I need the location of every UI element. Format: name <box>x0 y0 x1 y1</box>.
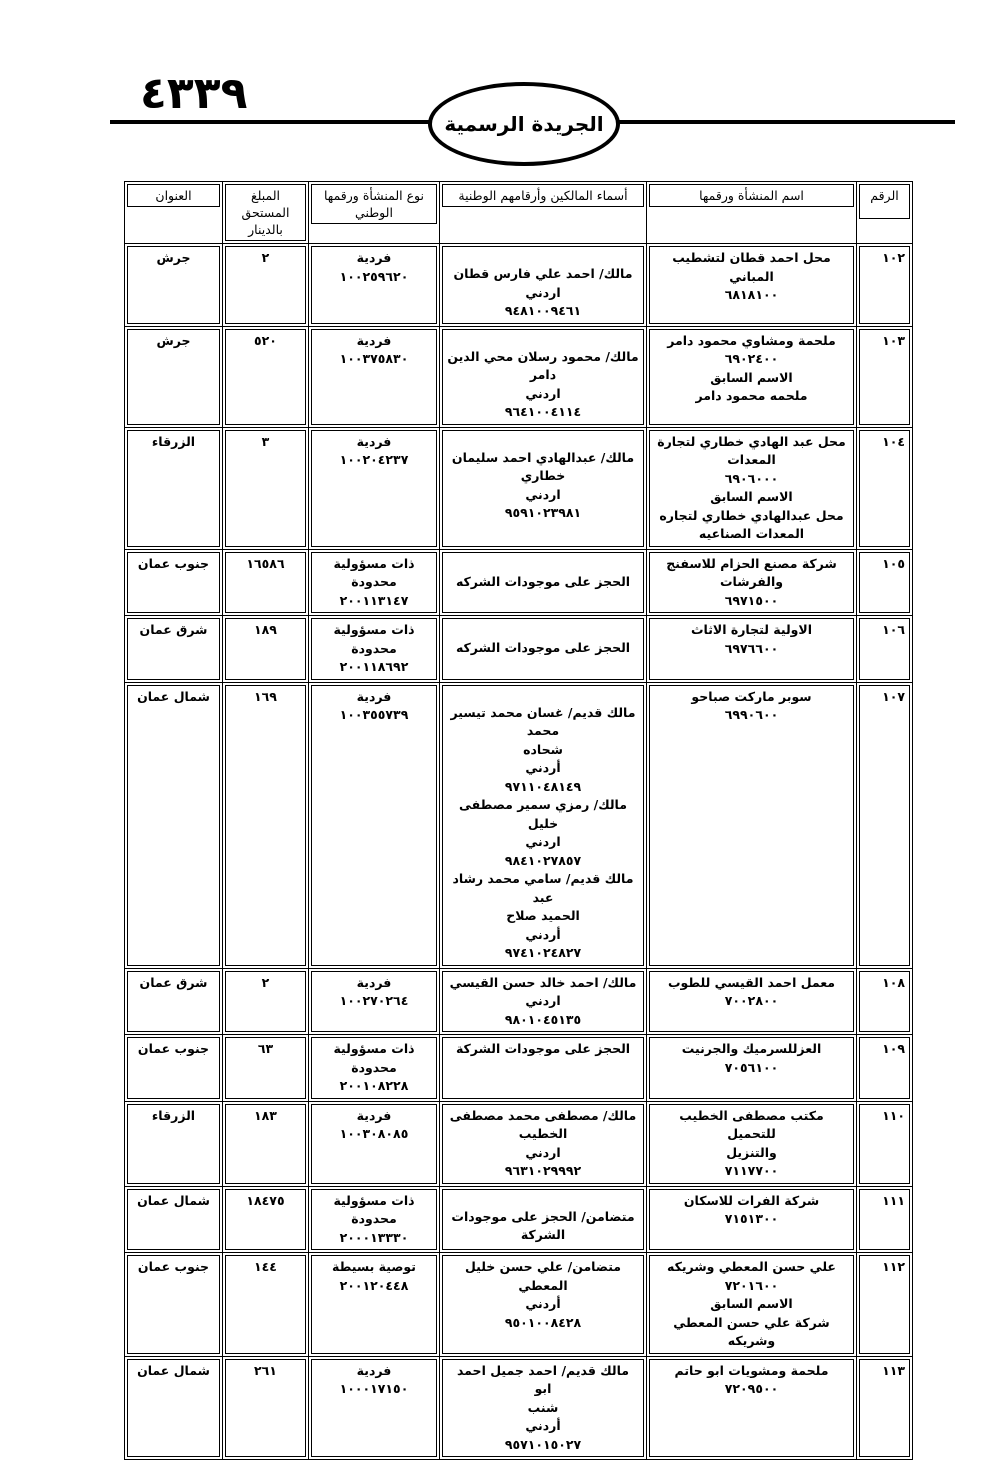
table-row <box>125 1101 913 1186</box>
table-row <box>125 326 913 427</box>
amount-due: ٣ <box>223 427 309 549</box>
address-cell: شمال عمان <box>125 1356 223 1460</box>
owners-cell: الحجز على موجودات الشركه <box>440 616 647 683</box>
table-row <box>125 244 913 327</box>
establishment-type: توصية بسيطة ٢٠٠١٢٠٤٤٨ <box>309 1253 440 1357</box>
table-row <box>125 549 913 616</box>
table-row <box>125 1253 913 1357</box>
address-cell: جرش <box>125 326 223 427</box>
establishment-type: ذات مسؤولية محدودة ٢٠٠١٠٨٢٢٨ <box>309 1035 440 1102</box>
row-number: ١١١ <box>857 1186 913 1253</box>
establishment-type: فردية ١٠٠٢٠٤٢٣٧ <box>309 427 440 549</box>
row-number: ١٠٧ <box>857 682 913 968</box>
row-number: ١٠٨ <box>857 968 913 1035</box>
establishment-name: الاولية لتجارة الاثاث ٦٩٧٦٦٠٠ <box>647 616 857 683</box>
amount-due: ٥٢٠ <box>223 326 309 427</box>
address-cell: شمال عمان <box>125 682 223 968</box>
establishment-type: فردية ١٠٠٣٠٨٠٨٥ <box>309 1101 440 1186</box>
establishment-type: فردية ١٠٠٣٥٥٧٣٩ <box>309 682 440 968</box>
owners-cell: الحجز على موجودات الشركه <box>440 549 647 616</box>
col-header-type: نوع المنشأة ورقمها الوطني <box>309 182 440 244</box>
amount-due: ٦٣ <box>223 1035 309 1102</box>
establishment-name: شركة الفرات للاسكان ٧١٥١٣٠٠ <box>647 1186 857 1253</box>
col-header-owners: أسماء المالكين وأرقامهم الوطنية <box>440 182 647 244</box>
establishment-name: سوبر ماركت صباحو ٦٩٩٠٦٠٠ <box>647 682 857 968</box>
table-row <box>125 1186 913 1253</box>
page-number: ٤٣٣٩ <box>140 68 248 119</box>
col-header-amount: المبلغ المستحق بالدينار <box>223 182 309 244</box>
establishment-name: ملحمة ومشاوي محمود دامر ٦٩٠٢٤٠٠ الاسم السابق ملحمه محمود دامر <box>647 326 857 427</box>
row-number: ١١٠ <box>857 1101 913 1186</box>
address-cell: جرش <box>125 244 223 327</box>
row-number: ١٠٤ <box>857 427 913 549</box>
owners-cell: مالك/ احمد خالد حسن القيسي اردني ٩٨٠١٠٤٥١٣٥ <box>440 968 647 1035</box>
row-number: ١٠٥ <box>857 549 913 616</box>
table-row <box>125 427 913 549</box>
amount-due: ١٦٩ <box>223 682 309 968</box>
amount-due: ١٤٤ <box>223 1253 309 1357</box>
address-cell: شرق عمان <box>125 616 223 683</box>
row-number: ١٠٩ <box>857 1035 913 1102</box>
amount-due: ٢٦١ <box>223 1356 309 1460</box>
amount-due: ١٨٤٧٥ <box>223 1186 309 1253</box>
row-number: ١١٢ <box>857 1253 913 1357</box>
establishment-type: فردية ١٠٠٢٧٠٢٦٤ <box>309 968 440 1035</box>
establishment-name: العزللسرميك والجرنيت ٧٠٥٦١٠٠ <box>647 1035 857 1102</box>
establishment-name: محل احمد قطان لتشطيب المباني ٦٨١٨١٠٠ <box>647 244 857 327</box>
row-number: ١٠٦ <box>857 616 913 683</box>
address-cell: شرق عمان <box>125 968 223 1035</box>
gazette-title: الجريدة الرسمية <box>444 112 604 136</box>
amount-due: ٢ <box>223 968 309 1035</box>
owners-cell: الحجز على موجودات الشركة <box>440 1035 647 1102</box>
address-cell: جنوب عمان <box>125 1035 223 1102</box>
owners-cell: مالك/ محمود رسلان محي الدين دامر اردني ٩٦٤١٠٠٤١١٤ <box>440 326 647 427</box>
establishment-type: ذات مسؤولية محدودة ٢٠٠٠١٣٣٣٠ <box>309 1186 440 1253</box>
owners-cell: مالك/ عبدالهادي احمد سليمان خطاري اردني ٩٥٩١٠٢٣٩٨١ <box>440 427 647 549</box>
owners-cell: مالك/ مصطفى محمد مصطفى الخطيب اردني ٩٦٣١٠٢٩٩٩٢ <box>440 1101 647 1186</box>
row-number: ١٠٢ <box>857 244 913 327</box>
col-header-name: اسم المنشأة ورقمها <box>647 182 857 244</box>
row-number: ١١٣ <box>857 1356 913 1460</box>
owners-cell: مالك قديم/ احمد جميل احمد ابو شنب أردني ٩٥٧١٠١٥٠٢٧ <box>440 1356 647 1460</box>
owners-cell: متضامن/ الحجز على موجودات الشركة <box>440 1186 647 1253</box>
table-row <box>125 616 913 683</box>
address-cell: الزرقاء <box>125 1101 223 1186</box>
table-row <box>125 1035 913 1102</box>
col-header-address: العنوان <box>125 182 223 244</box>
owners-cell: متضامن/ علي حسن خليل المعطي أردني ٩٥٠١٠٠٨٤٢٨ <box>440 1253 647 1357</box>
address-cell: جنوب عمان <box>125 549 223 616</box>
table-header-row <box>125 182 913 244</box>
address-cell: جنوب عمان <box>125 1253 223 1357</box>
table-row <box>125 682 913 968</box>
amount-due: ٢ <box>223 244 309 327</box>
col-header-num: الرقم <box>857 182 913 244</box>
establishment-name: محل عبد الهادي خطاري لتجارة المعدات ٦٩٠٦٠٠٠ الاسم السابق محل عبدالهادي خطاري لتجاره المعدات الصناعيه <box>647 427 857 549</box>
establishments-table <box>124 181 913 1460</box>
owners-cell: مالك/ احمد علي فارس قطان اردني ٩٤٨١٠٠٩٤٦١ <box>440 244 647 327</box>
amount-due: ١٦٥٨٦ <box>223 549 309 616</box>
table-row <box>125 968 913 1035</box>
row-number: ١٠٣ <box>857 326 913 427</box>
establishment-type: فردية ١٠٠٢٥٩٦٢٠ <box>309 244 440 327</box>
establishment-name: علي حسن المعطي وشريكه ٧٢٠١٦٠٠ الاسم السابق شركة علي حسن المعطي وشريكه <box>647 1253 857 1357</box>
establishment-name: معمل احمد القيسي للطوب ٧٠٠٢٨٠٠ <box>647 968 857 1035</box>
establishment-name: ملحمة ومشويات ابو حاتم ٧٢٠٩٥٠٠ <box>647 1356 857 1460</box>
amount-due: ١٨٩ <box>223 616 309 683</box>
table-row <box>125 1356 913 1460</box>
owners-cell: مالك قديم/ غسان محمد تيسير محمد شحاده أردني ٩٧١١٠٤٨١٤٩ مالك/ رمزي سمير مصطفى خليل اردني ٩٨٤١٠٢٧٨٥٧ مالك قديم/ سامي محمد رشاد عبد الحميد صلاح أردني ٩٧٤١٠٢٤٨٢٧ <box>440 682 647 968</box>
amount-due: ١٨٣ <box>223 1101 309 1186</box>
establishment-type: فردية ١٠٠٣٧٥٨٣٠ <box>309 326 440 427</box>
establishment-type: ذات مسؤولية محدودة ٢٠٠١١٣١٤٧ <box>309 549 440 616</box>
establishment-name: مكتب مصطفى الخطيب للتحميل والتنزيل ٧١١٧٧٠٠ <box>647 1101 857 1186</box>
gazette-title-oval <box>428 82 620 166</box>
establishment-type: فردية ١٠٠٠١٧١٥٠ <box>309 1356 440 1460</box>
establishment-name: شركة مصنع الحزام للاسفنج والفرشات ٦٩٧١٥٠٠ <box>647 549 857 616</box>
establishment-type: ذات مسؤولية محدودة ٢٠٠١١٨٦٩٢ <box>309 616 440 683</box>
address-cell: الزرقاء <box>125 427 223 549</box>
address-cell: شمال عمان <box>125 1186 223 1253</box>
